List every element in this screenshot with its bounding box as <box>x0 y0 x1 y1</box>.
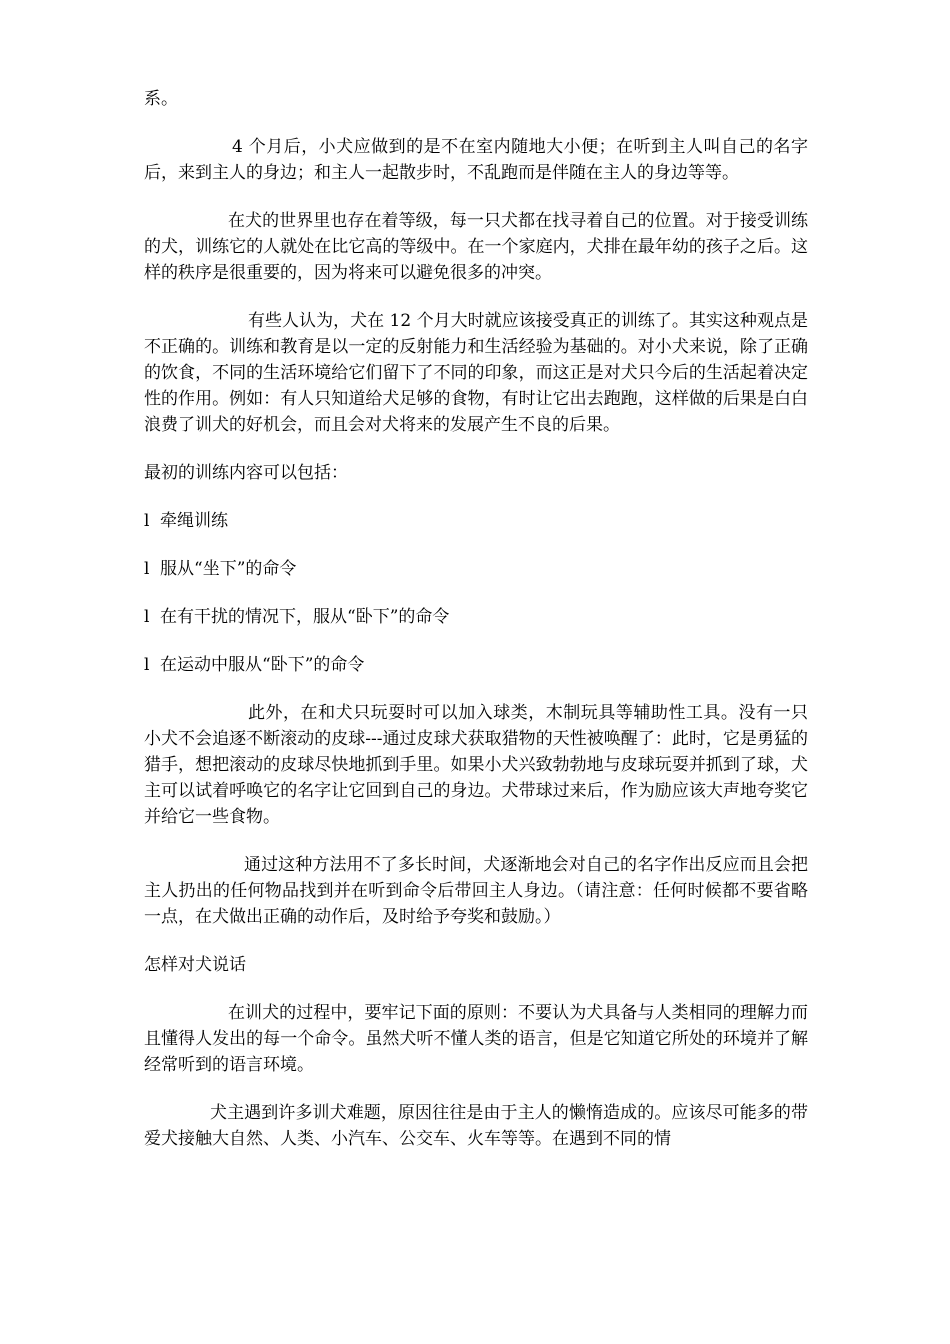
document-page <box>144 86 808 1174</box>
list-item-text: 在运动中服从“卧下”的命令 <box>160 655 365 675</box>
paragraph-initial-training: 最初的训练内容可以包括： <box>144 463 348 483</box>
paragraph-principles: 在训犬的过程中，要牢记下面的原则：不要认为犬具备与人类相同的理解力而且懂得人发出的每一个命令。虽然犬听不懂人类的语言，但是它知道它所处的环境并了解经常听到的语言环境。 <box>144 1003 808 1075</box>
list-item-leash <box>144 508 808 534</box>
paragraph-continuation: 系。 <box>144 89 178 109</box>
list-item-down-distraction <box>144 604 808 630</box>
list-item-down-motion <box>144 652 808 678</box>
paragraph-four-months: 4 个月后，小犬应做到的是不在室内随地大小便；在听到主人叫自己的名字后，来到主人的身边；和主人一起散步时，不乱跑而是伴随在主人的身边等等。 <box>144 137 808 183</box>
section-heading-talk-to-dog: 怎样对犬说话 <box>144 955 246 975</box>
list-item-sit <box>144 556 808 582</box>
list-item-text: 牵绳训练 <box>160 511 228 531</box>
list-item-text: 服从“坐下”的命令 <box>160 559 297 579</box>
list-bullet: l <box>144 511 150 531</box>
paragraph-hierarchy: 在犬的世界里也存在着等级，每一只犬都在找寻着自己的位置。对于接受训练的犬，训练它的人就处在比它高的等级中。在一个家庭内，犬排在最年幼的孩子之后。这样的秩序是很重要的，因为将来可以避免很多的冲突。 <box>144 211 808 283</box>
paragraph-owner-problems: 犬主遇到许多训犬难题，原因往往是由于主人的懒惰造成的。应该尽可能多的带爱犬接触大自然、人类、小汽车、公交车、火车等等。在遇到不同的情 <box>144 1103 808 1149</box>
list-bullet: l <box>144 655 150 675</box>
paragraph-ball-play: 此外，在和犬只玩耍时可以加入球类，木制玩具等辅助性工具。没有一只小犬不会追逐不断滚动的皮球---通过皮球犬获取猎物的天性被唤醒了：此时，它是勇猛的猎手，想把滚动的皮球尽快地抓到手里。如果小犬兴致勃勃地与皮球玩耍并抓到了球，犬主可以试着呼唤它的名字让它回到自己的身边。犬带球过来后，作为励应该大声地夸奖它并给它一些食物。 <box>144 703 808 827</box>
list-bullet: l <box>144 607 150 627</box>
list-item-text: 在有干扰的情况下，服从“卧下”的命令 <box>160 607 450 627</box>
list-bullet: l <box>144 559 150 579</box>
paragraph-training-age: 有些人认为，犬在 12 个月大时就应该接受真正的训练了。其实这种观点是不正确的。训练和教育是以一定的反射能力和生活经验为基础的。对小犬来说，除了正确的饮食，不同的生活环境给它们留下了不同的印象，而这正是对犬只今后的生活起着决定性的作用。例如：有人只知道给犬足够的食物，有时让它出去跑跑，这样做的后果是白白浪费了训犬的好机会，而且会对犬将来的发展产生不良的后果。 <box>144 311 808 435</box>
paragraph-name-response: 通过这种方法用不了多长时间，犬逐渐地会对自己的名字作出反应而且会把主人扔出的任何物品找到并在听到命令后带回主人身边。（请注意：任何时候都不要省略一点，在犬做出正确的动作后，及时给予夸奖和鼓励。） <box>144 855 808 927</box>
